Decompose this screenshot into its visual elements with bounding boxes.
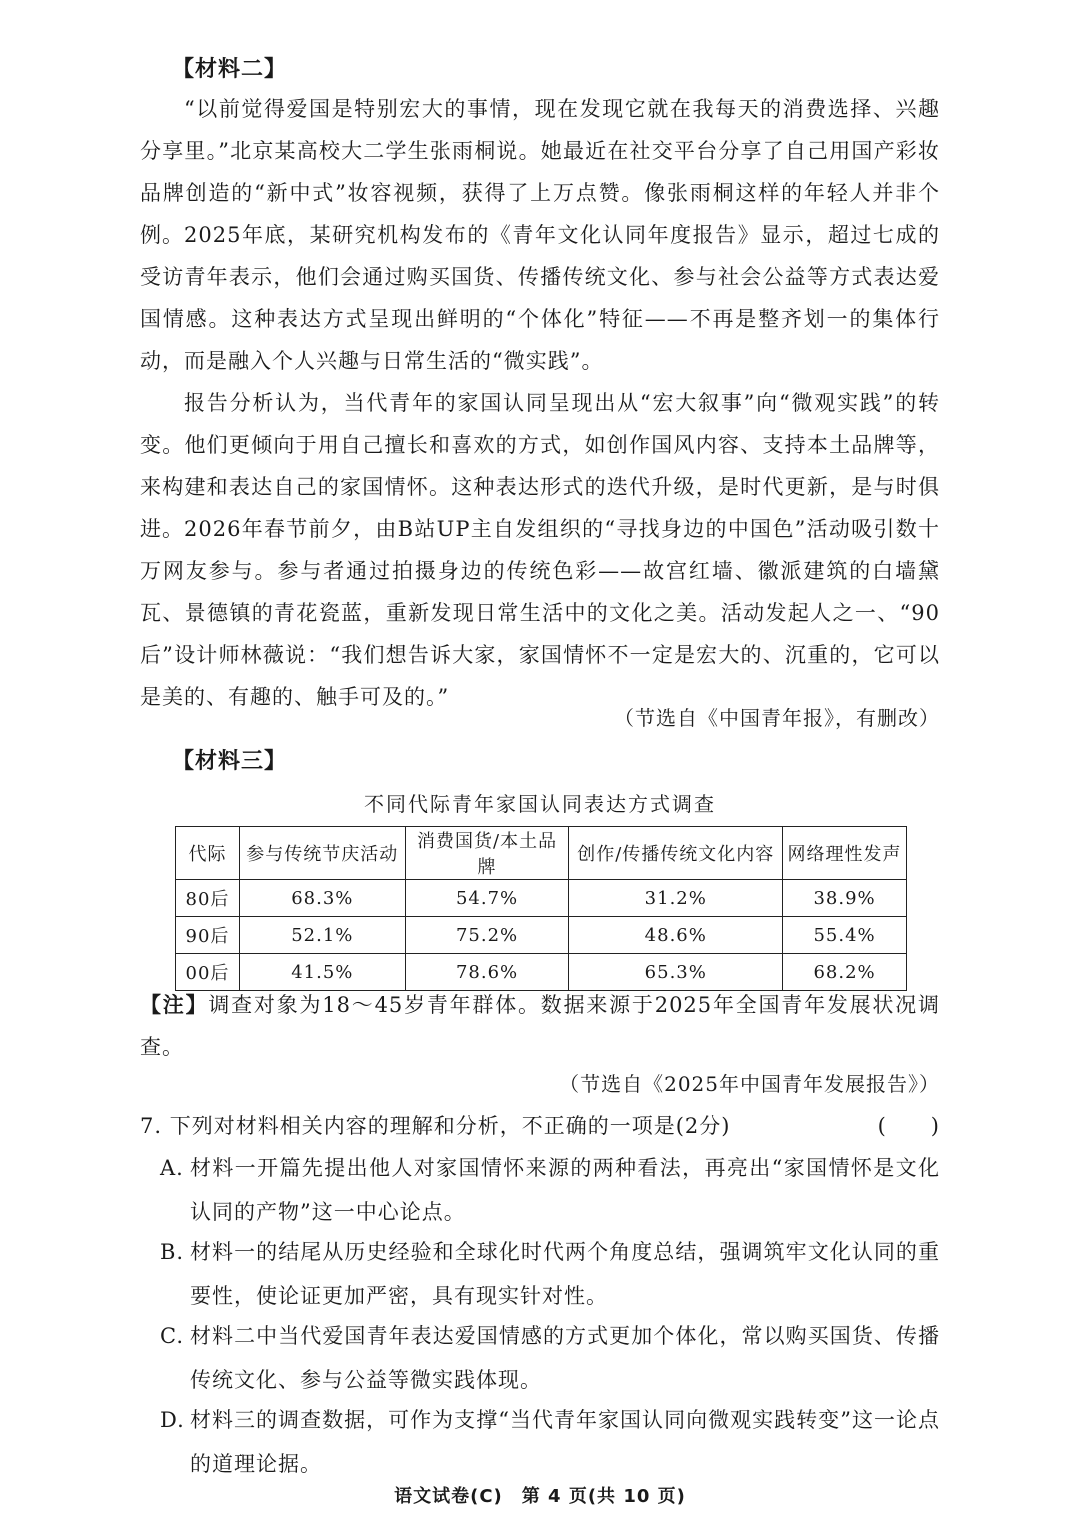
table-cell: 80后	[176, 880, 240, 917]
table-header-row	[176, 827, 907, 880]
table-cell: 31.2%	[569, 880, 783, 917]
table-cell: 68.3%	[239, 880, 405, 917]
table-cell: 52.1%	[239, 917, 405, 954]
material-2-paragraph-1: “以前觉得爱国是特别宏大的事情，现在发现它就在我每天的消费选择、兴趣分享里。”北京某高校大二学生张雨桐说。她最近在社交平台分享了自己用国产彩妆品牌创造的“新中式”妆容视频，获得了上万点赞。像张雨桐这样的年轻人并非个例。	[140, 97, 940, 247]
table-header-cell: 代际	[176, 827, 240, 880]
material-2-source: （节选自《中国青年报》，有删改）	[614, 706, 940, 730]
question-7	[140, 1106, 940, 1146]
table-header-cell: 参与传统节庆活动	[239, 827, 405, 880]
option-letter: A.	[160, 1156, 184, 1180]
material-2-paragraph-4: 2026年春节前夕，由B站UP主自发组织的“寻找身边的中国色”活动吸引数十万网友参与。参与者通过拍摄身边的传统色彩——故宫红墙、徽派建筑的白墙黛瓦、景德镇的青花瓷蓝，重新发现日常生活中的文化之美。活动发起人之一、“90后”设计师林薇说：“我们想告诉大家，家国情怀不一定是宏大的、沉重的，它可以是美的、有趣的、触手可及的。”	[140, 517, 940, 709]
table-cell: 38.9%	[783, 880, 907, 917]
table-cell: 68.2%	[783, 954, 907, 991]
table-header-cell: 网络理性发声	[783, 827, 907, 880]
note-text: 调查对象为18～45岁青年群体。数据来源于2025年全国青年发展状况调查。	[140, 993, 940, 1059]
table-cell: 90后	[176, 917, 240, 954]
option-d	[160, 1398, 940, 1486]
option-c	[160, 1314, 940, 1402]
option-text: 材料一开篇先提出他人对家国情怀来源的两种看法，再亮出“家国情怀是文化认同的产物”这一中心论点。	[190, 1156, 940, 1224]
option-letter: C.	[160, 1324, 184, 1348]
answer-blank: ( )	[877, 1114, 940, 1138]
material-3-heading: 【材料三】	[172, 749, 288, 774]
option-text: 材料三的调查数据，可作为支撑“当代青年家国认同向微观实践转变”这一论点的道理论据。	[190, 1408, 940, 1476]
material-2-heading: 【材料二】	[172, 57, 288, 82]
table-row	[176, 880, 907, 917]
table-title: 不同代际青年家国认同表达方式调查	[364, 792, 716, 816]
note-label: 【注】	[140, 993, 209, 1017]
option-letter: D.	[160, 1408, 185, 1432]
option-text: 材料一的结尾从历史经验和全球化时代两个角度总结，强调筑牢文化认同的重要性，使论证更加严密，具有现实针对性。	[190, 1240, 940, 1308]
table-cell: 75.2%	[405, 917, 569, 954]
material-2-paragraph-3: 报告分析认为，当代青年的家国认同呈现出从“宏大叙事”向“微观实践”的转变。他们更倾向于用自己擅长和喜欢的方式，如创作国风内容、支持本土品牌等，来构建和表达自己的家国情怀。这种表达形式的迭代升级，是时代更新，是与时俱进。	[140, 391, 940, 541]
survey-table	[175, 826, 907, 991]
table-cell: 65.3%	[569, 954, 783, 991]
table-cell: 78.6%	[405, 954, 569, 991]
question-stem: 7. 下列对材料相关内容的理解和分析，不正确的一项是(2分)	[140, 1114, 731, 1138]
table-cell: 48.6%	[569, 917, 783, 954]
material-2-paragraph-2: 2025年底，某研究机构发布的《青年文化认同年度报告》显示，超过七成的受访青年表示，他们会通过购买国货、传播传统文化、参与社会公益等方式表达爱国情感。这种表达方式呈现出鲜明的“个体化”特征——不再是整齐划一的集体行动，而是融入个人兴趣与日常生活的“微实践”。	[140, 223, 940, 373]
table-cell: 54.7%	[405, 880, 569, 917]
table-cell: 00后	[176, 954, 240, 991]
table-header-cell: 消费国货/本土品牌	[405, 827, 569, 880]
table-cell: 55.4%	[783, 917, 907, 954]
table-note	[140, 984, 940, 1068]
table-cell: 41.5%	[239, 954, 405, 991]
option-text: 材料二中当代爱国青年表达爱国情感的方式更加个体化，常以购买国货、传播传统文化、参与公益等微实践体现。	[190, 1324, 940, 1392]
option-b	[160, 1230, 940, 1318]
table-row	[176, 917, 907, 954]
option-a	[160, 1146, 940, 1234]
table-header-cell: 创作/传播传统文化内容	[569, 827, 783, 880]
option-letter: B.	[160, 1240, 185, 1264]
page-footer: 语文试卷(C) 第 4 页(共 10 页)	[394, 1486, 686, 1507]
material-3-source: （节选自《2025年中国青年发展报告》）	[559, 1072, 940, 1096]
